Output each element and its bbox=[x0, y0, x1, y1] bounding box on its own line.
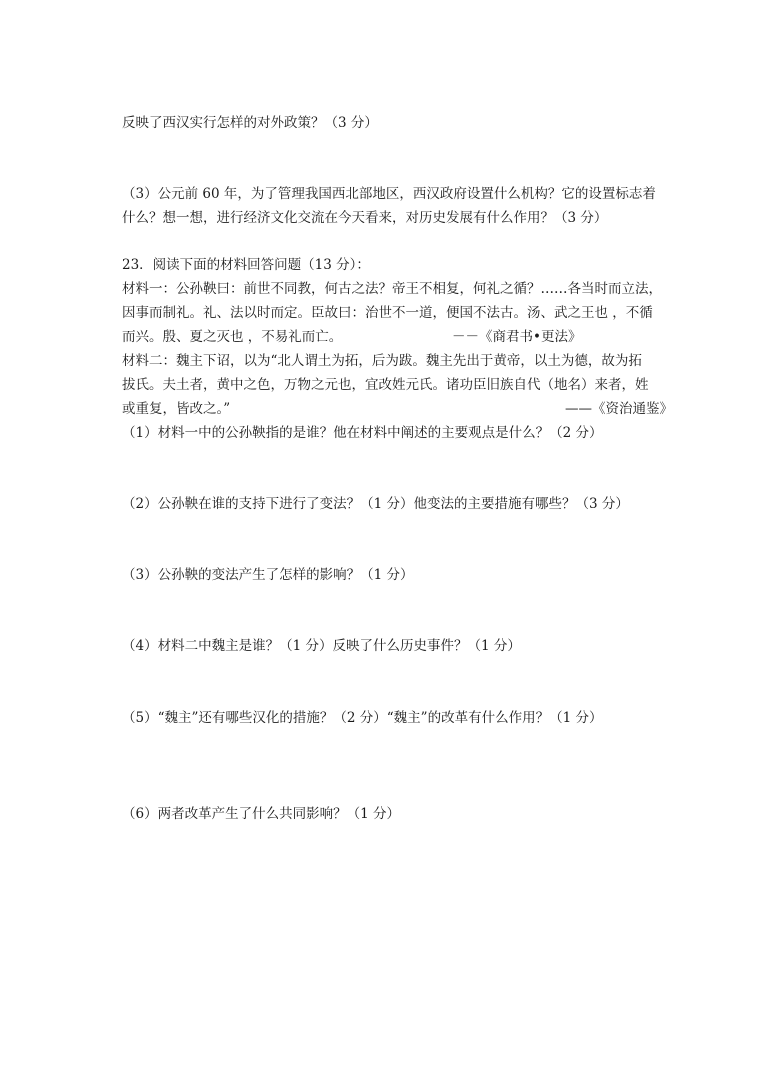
material1-source: －－《商君书•更法》 bbox=[452, 329, 582, 345]
question-4: （4）材料二中魏主是谁？（1 分）反映了什么历史事件？（1 分） bbox=[122, 638, 521, 654]
question-2: （2）公孙鞅在谁的支持下进行了变法？（1 分）他变法的主要措施有哪些？（3 分） bbox=[122, 496, 629, 512]
question-5: （5）“魏主”还有哪些汉化的措施？（2 分）“魏主”的改革有什么作用？（1 分） bbox=[122, 710, 603, 726]
material1-line3: 而兴。殷、夏之灭也 ，不易礼而亡。 bbox=[122, 329, 343, 345]
q22-part2-tail: 反映了西汉实行怎样的对外政策？（3 分） bbox=[122, 115, 378, 131]
material2-line3: 或重复，皆改之。” bbox=[122, 401, 231, 417]
material1-line1: 材料一：公孙鞅曰：前世不同教，何古之法？帝王不相复，何礼之循？……各当时而立法， bbox=[122, 281, 662, 297]
material2-line1: 材料二：魏主下诏，以为“北人谓土为拓，后为跋。魏主先出于黄帝，以土为德，故为拓 bbox=[122, 353, 642, 369]
q22-part3-line2: 什么？想一想，进行经济文化交流在今天看来，对历史发展有什么作用？（3 分） bbox=[122, 210, 608, 226]
question-6: （6）两者改革产生了什么共同影响？（1 分） bbox=[122, 806, 400, 822]
material2-source: ——《资治通鉴》 bbox=[565, 401, 673, 417]
q22-part3-line1: （3）公元前 60 年，为了管理我国西北部地区，西汉政府设置什么机构？它的设置标志着 bbox=[122, 186, 656, 202]
material1-line2: 因事而制礼。礼、法以时而定。臣故曰：治世不一道，便国不法古。汤、武之王也 ，不循 bbox=[122, 305, 653, 321]
material2-line2: 拔氏。夫土者，黄中之色，万物之元也，宜改姓元氏。诸功臣旧族自代（地名）来者，姓 bbox=[122, 377, 649, 393]
q23-heading: 23．阅读下面的材料回答问题（13 分）： bbox=[122, 257, 370, 273]
question-1: （1）材料一中的公孙鞅指的是谁？他在材料中阐述的主要观点是什么？（2 分） bbox=[122, 425, 603, 441]
question-3: （3）公孙鞅的变法产生了怎样的影响？（1 分） bbox=[122, 567, 414, 583]
